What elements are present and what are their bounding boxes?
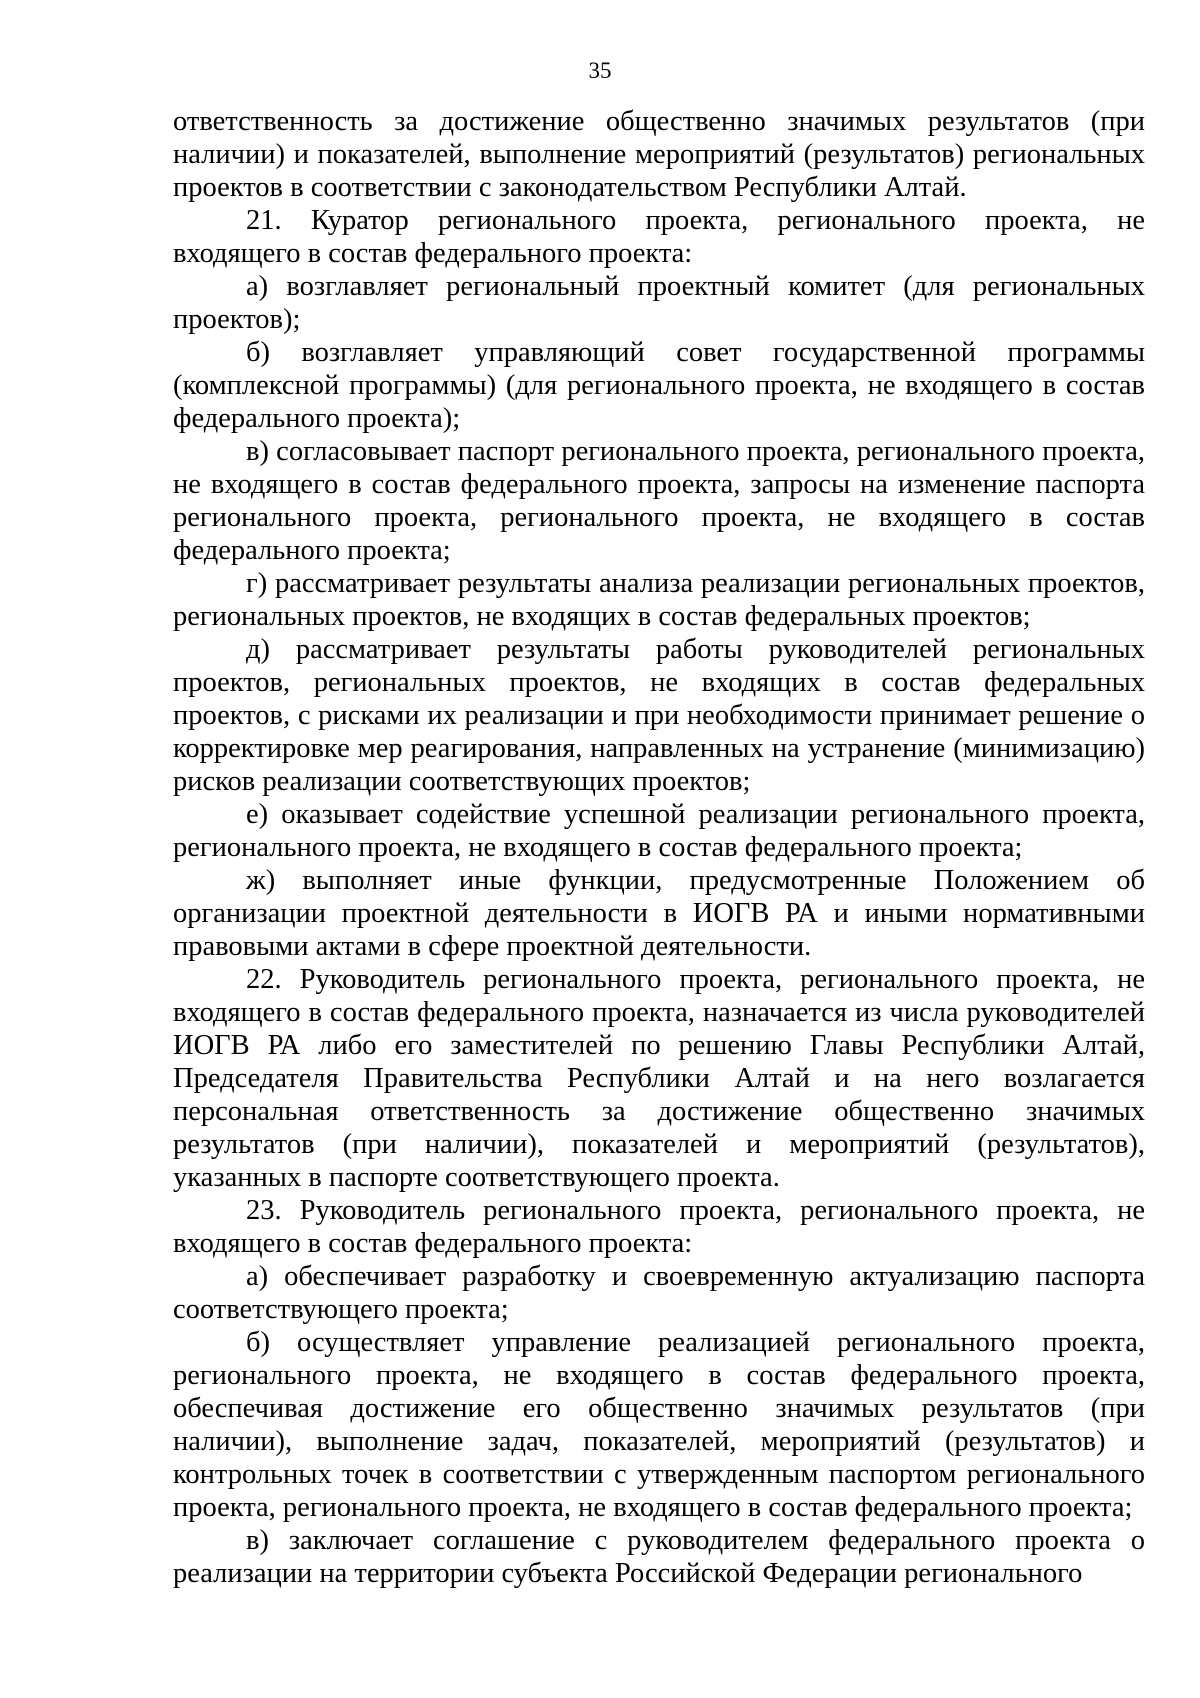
- paragraph-item-23: 23. Руководитель регионального проекта, регионального проекта, не входящего в состав федерального проекта:: [173, 1195, 1145, 1259]
- paragraph-continuation: ответственность за достижение общественно значимых результатов (при наличии) и показателей, выполнение мероприятий (результатов) региональных проектов в соответствии с законодательством Республики Алтай.: [173, 106, 1145, 203]
- document-body: [173, 105, 1145, 1590]
- paragraph-item-21-d: д) рассматривает результаты работы руководителей региональных проектов, региональных проектов, не входящих в состав федеральных проектов, с рисками их реализации и при необходимости принимает решение о корректировке мер реагирования, направленных на устранение (минимизацию) рисков реализации соответствующих проектов;: [173, 634, 1145, 797]
- page-number: 35: [588, 58, 612, 83]
- paragraph-item-23-a: а) обеспечивает разработку и своевременную актуализацию паспорта соответствующего проекта;: [173, 1261, 1145, 1325]
- paragraph-item-21-g: г) рассматривает результаты анализа реализации региональных проектов, региональных проектов, не входящих в состав федеральных проектов;: [173, 568, 1145, 632]
- paragraph-item-23-v: в) заключает соглашение с руководителем федерального проекта о реализации на территории субъекта Российской Федерации регионального: [173, 1525, 1145, 1589]
- paragraph-item-21-b: б) возглавляет управляющий совет государственной программы (комплексной программы) (для регионального проекта, не входящего в состав федерального проекта);: [173, 337, 1145, 434]
- paragraph-item-21: 21. Куратор регионального проекта, регионального проекта, не входящего в состав федерального проекта:: [173, 205, 1145, 269]
- paragraph-item-23-b: б) осуществляет управление реализацией регионального проекта, регионального проекта, не входящего в состав федерального проекта, обеспечивая достижение его общественно значимых результатов (при наличии), выполнение задач, показателей, мероприятий (результатов) и контрольных точек в соответствии с утвержденным паспортом регионального проекта, регионального проекта, не входящего в состав федерального проекта;: [173, 1327, 1145, 1523]
- paragraph-item-22: 22. Руководитель регионального проекта, регионального проекта, не входящего в состав федерального проекта, назначается из числа руководителей ИОГВ РА либо его заместителей по решению Главы Республики Алтай, Председателя Правительства Республики Алтай и на него возлагается персональная ответственность за достижение общественно значимых результатов (при наличии), показателей и мероприятий (результатов), указанных в паспорте соответствующего проекта.: [173, 964, 1145, 1193]
- paragraph-item-21-zh: ж) выполняет иные функции, предусмотренные Положением об организации проектной деятельности в ИОГВ РА и иными нормативными правовыми актами в сфере проектной деятельности.: [173, 865, 1145, 962]
- paragraph-item-21-a: а) возглавляет региональный проектный комитет (для региональных проектов);: [173, 271, 1145, 335]
- paragraph-item-21-e: е) оказывает содействие успешной реализации регионального проекта, регионального проекта, не входящего в состав федерального проекта;: [173, 799, 1145, 863]
- paragraph-item-21-v: в) согласовывает паспорт регионального проекта, регионального проекта, не входящего в состав федерального проекта, запросы на изменение паспорта регионального проекта, регионального проекта, не входящего в состав федерального проекта;: [173, 436, 1145, 566]
